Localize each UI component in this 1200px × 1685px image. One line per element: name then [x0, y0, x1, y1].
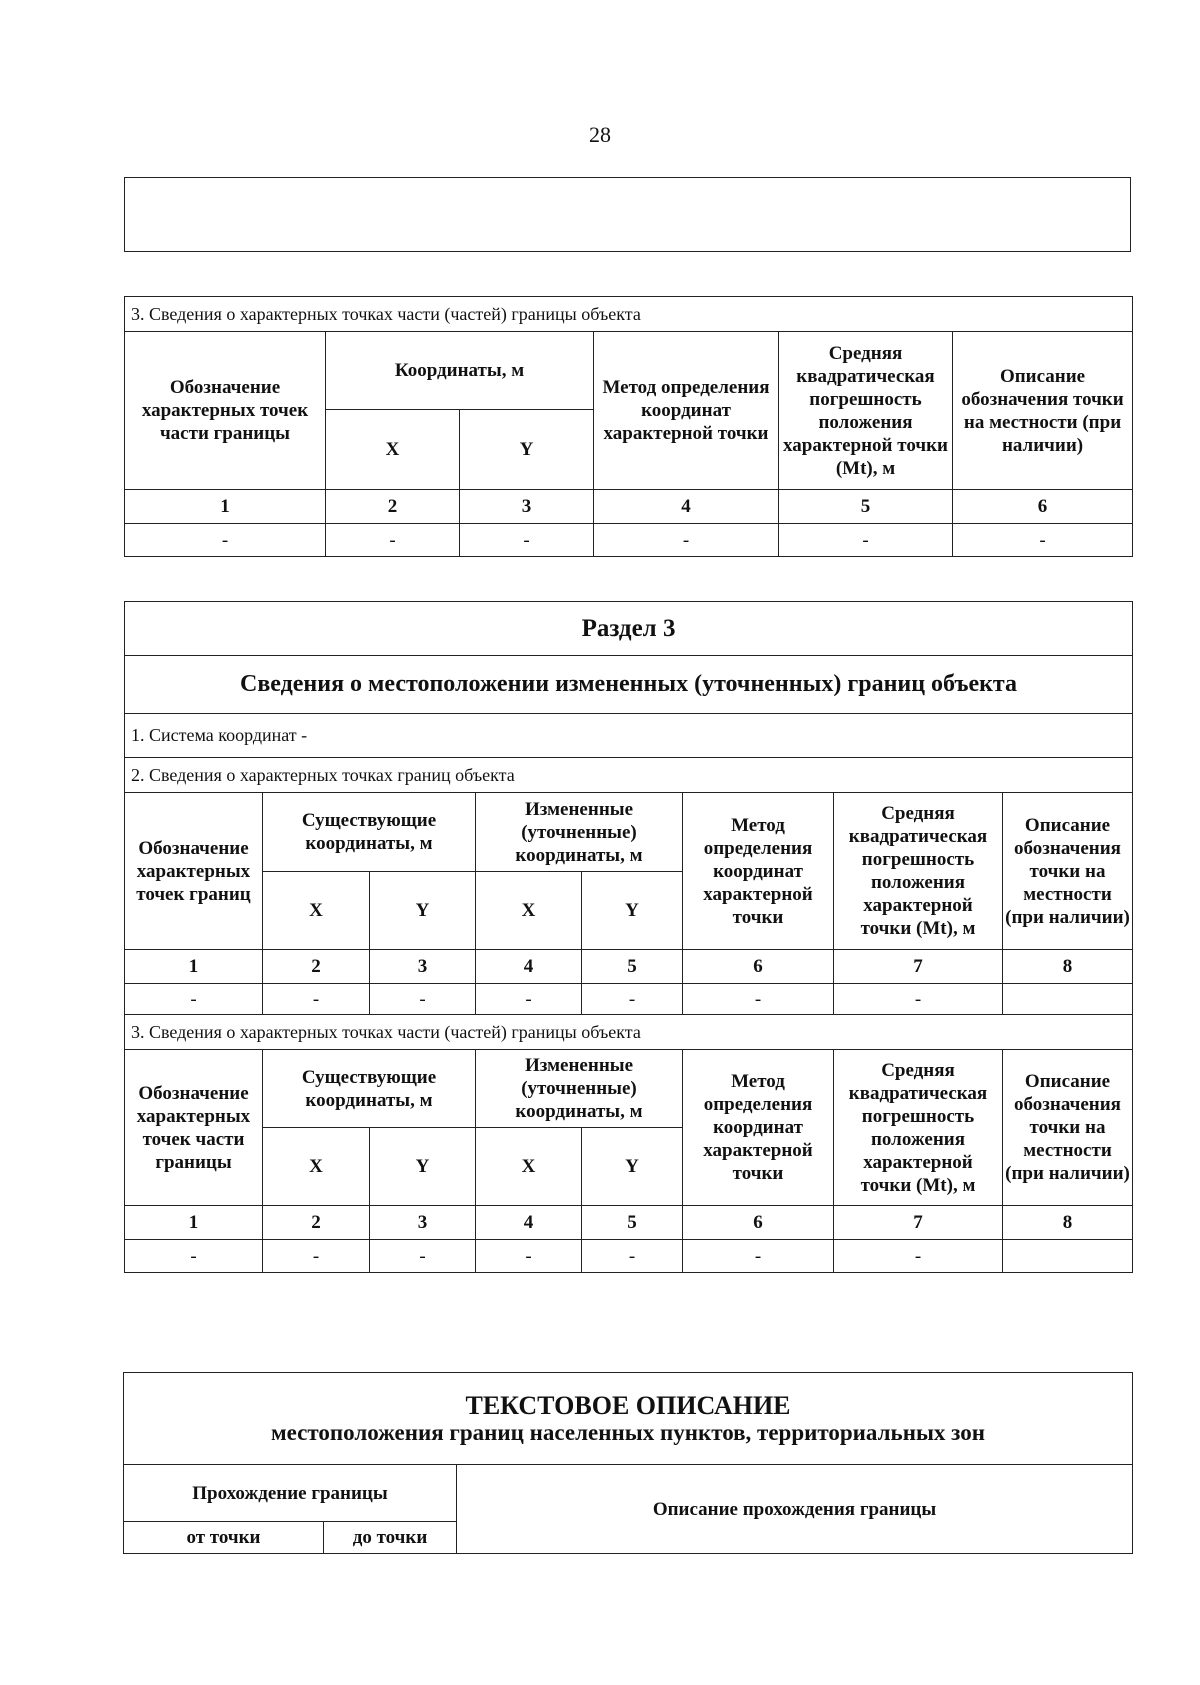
table-cell: -: [326, 524, 460, 557]
page-number: 28: [589, 122, 611, 147]
table-cell: [1003, 984, 1133, 1015]
text-description-title: ТЕКСТОВОЕ ОПИСАНИЕ: [465, 1390, 791, 1420]
col-number: 2: [326, 490, 460, 524]
col-number: 5: [582, 950, 683, 984]
col-number: 6: [683, 950, 834, 984]
col-x-header: X: [476, 1128, 582, 1206]
table-cell: -: [370, 1240, 476, 1273]
table-cell: -: [582, 1240, 683, 1273]
section-subtitle: Сведения о местоположении измененных (уточненных) границ объекта: [125, 656, 1133, 714]
table-row: [125, 984, 1133, 1015]
col-method-header: Метод определения координат характерной точки: [683, 793, 834, 950]
col-number: 2: [263, 950, 370, 984]
table-cell: -: [476, 984, 582, 1015]
col-number: 5: [779, 490, 953, 524]
col-designation-header: Обозначение характерных точек части границы: [125, 332, 326, 490]
from-point-header: от точки: [124, 1522, 324, 1554]
col-number: 3: [370, 950, 476, 984]
section3-table: [124, 601, 1133, 1273]
table-cell: -: [476, 1240, 582, 1273]
col-number: 4: [476, 950, 582, 984]
table-cell: -: [460, 524, 594, 557]
col-y-header: Y: [370, 872, 476, 950]
table-cell: -: [125, 524, 326, 557]
table-cell: -: [834, 1240, 1003, 1273]
table-cell: -: [594, 524, 779, 557]
table-cell: -: [683, 1240, 834, 1273]
col-x-header: X: [263, 1128, 370, 1206]
table-cell: -: [582, 984, 683, 1015]
col-number: 3: [370, 1206, 476, 1240]
col-mse-header: Средняя квадратическая погрешность положения характерной точки (Mt), м: [834, 793, 1003, 950]
col-number: 8: [1003, 950, 1133, 984]
col-number: 3: [460, 490, 594, 524]
table-row: [125, 524, 1133, 557]
part2-caption: 2. Сведения о характерных точках границ объекта: [125, 758, 1133, 793]
section2-part3-table: [124, 296, 1133, 557]
col-y-header: Y: [582, 872, 683, 950]
table-cell: [1003, 1240, 1133, 1273]
col-changed-header: Измененные (уточненные) координаты, м: [476, 1050, 683, 1128]
col-x-header: X: [263, 872, 370, 950]
col-description-header: Описание обозначения точки на местности (при наличии): [1003, 793, 1133, 950]
coord-system: 1. Система координат -: [125, 714, 1133, 758]
col-number: 7: [834, 950, 1003, 984]
part3-caption: 3. Сведения о характерных точках части (частей) границы объекта: [125, 1015, 1133, 1050]
col-description-header: Описание обозначения точки на местности (при наличии): [1003, 1050, 1133, 1206]
col-changed-header: Измененные (уточненные) координаты, м: [476, 793, 683, 872]
col-number: 1: [125, 1206, 263, 1240]
table-cell: -: [125, 984, 263, 1015]
col-existing-header: Существующие координаты, м: [263, 1050, 476, 1128]
col-number: 5: [582, 1206, 683, 1240]
col-number: 4: [476, 1206, 582, 1240]
table-cell: -: [263, 1240, 370, 1273]
col-number: 8: [1003, 1206, 1133, 1240]
col-x-header: X: [476, 872, 582, 950]
table-cell: -: [370, 984, 476, 1015]
text-description-subtitle: местоположения границ населенных пунктов, территориальных зон: [271, 1419, 986, 1445]
col-y-header: Y: [582, 1128, 683, 1206]
col-description-header: Описание обозначения точки на местности (при наличии): [953, 332, 1133, 490]
col-designation-header: Обозначение характерных точек границ: [125, 793, 263, 950]
col-method-header: Метод определения координат характерной точки: [683, 1050, 834, 1206]
col-existing-header: Существующие координаты, м: [263, 793, 476, 872]
table-cell: -: [683, 984, 834, 1015]
to-point-header: до точки: [324, 1522, 457, 1554]
col-number: 6: [683, 1206, 834, 1240]
col-number: 2: [263, 1206, 370, 1240]
col-coordinates-header: Координаты, м: [326, 332, 594, 410]
text-description-header: [124, 1373, 1133, 1465]
col-number: 4: [594, 490, 779, 524]
section-title: Раздел 3: [125, 602, 1133, 656]
col-y-header: Y: [370, 1128, 476, 1206]
text-description-table: [123, 1372, 1133, 1554]
col-mse-header: Средняя квадратическая погрешность положения характерной точки (Mt), м: [779, 332, 953, 490]
table-cell: -: [834, 984, 1003, 1015]
empty-box: [124, 177, 1131, 252]
col-number: 1: [125, 490, 326, 524]
table-cell: -: [953, 524, 1133, 557]
col-method-header: Метод определения координат характерной точки: [594, 332, 779, 490]
col-x-header: X: [326, 410, 460, 490]
table-row: [125, 1240, 1133, 1273]
col-number: 6: [953, 490, 1133, 524]
boundary-description-header: Описание прохождения границы: [457, 1465, 1133, 1554]
col-designation-header: Обозначение характерных точек части границы: [125, 1050, 263, 1206]
col-number: 1: [125, 950, 263, 984]
table-cell: -: [125, 1240, 263, 1273]
col-y-header: Y: [460, 410, 594, 490]
table-caption: 3. Сведения о характерных точках части (частей) границы объекта: [125, 297, 1133, 332]
col-number: 7: [834, 1206, 1003, 1240]
col-mse-header: Средняя квадратическая погрешность положения характерной точки (Mt), м: [834, 1050, 1003, 1206]
table-cell: -: [263, 984, 370, 1015]
passage-header: Прохождение границы: [124, 1465, 457, 1522]
table-cell: -: [779, 524, 953, 557]
